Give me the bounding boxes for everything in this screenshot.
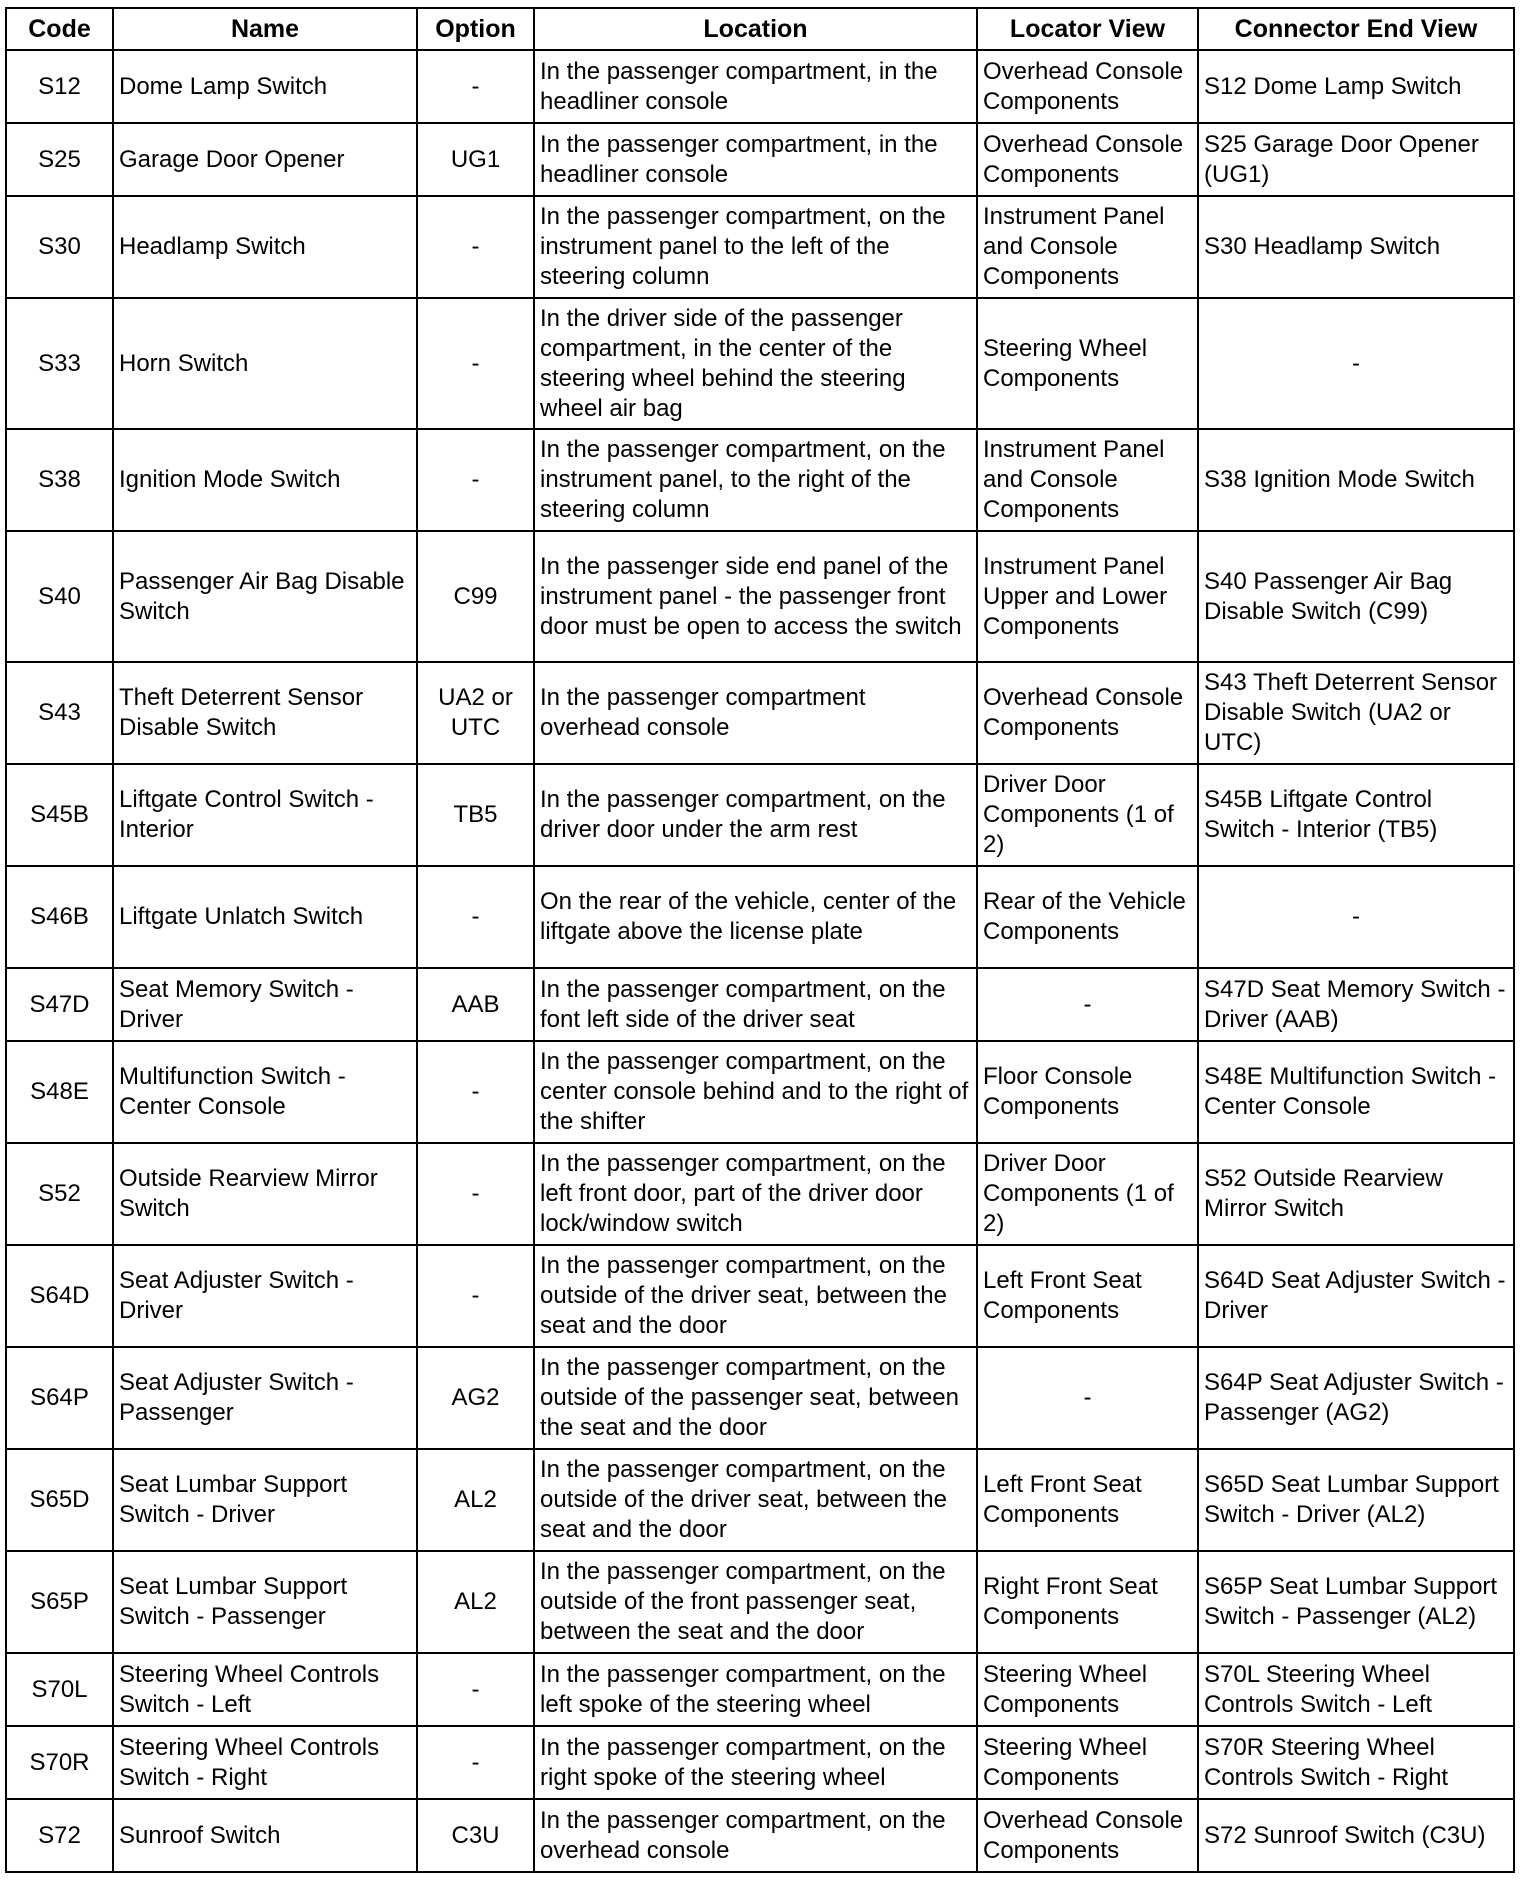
- cell-connector-end-view: -: [1198, 866, 1514, 968]
- cell-locator-view: Steering Wheel Components: [977, 1653, 1198, 1726]
- cell-option: AG2: [417, 1347, 534, 1449]
- cell-location: In the driver side of the passenger compartment, in the center of the steering wheel behind the steering wheel air bag: [534, 298, 977, 429]
- header-location: Location: [534, 8, 977, 50]
- cell-locator-view: Driver Door Components (1 of 2): [977, 1143, 1198, 1245]
- cell-connector-end-view: S25 Garage Door Opener (UG1): [1198, 123, 1514, 196]
- cell-code: S25: [6, 123, 113, 196]
- cell-location: In the passenger compartment, on the font left side of the driver seat: [534, 968, 977, 1041]
- cell-locator-view: Steering Wheel Components: [977, 298, 1198, 429]
- cell-name: Liftgate Control Switch - Interior: [113, 764, 417, 866]
- table-row: [6, 1551, 1514, 1653]
- cell-name: Ignition Mode Switch: [113, 429, 417, 531]
- cell-name: Seat Lumbar Support Switch - Passenger: [113, 1551, 417, 1653]
- component-table-sheet: [5, 7, 1513, 1873]
- cell-location: In the passenger compartment, on the outside of the passenger seat, between the seat and the door: [534, 1347, 977, 1449]
- table-row: [6, 1449, 1514, 1551]
- cell-location: In the passenger side end panel of the instrument panel - the passenger front door must be open to access the switch: [534, 531, 977, 662]
- header-locator-view: Locator View: [977, 8, 1198, 50]
- cell-code: S70R: [6, 1726, 113, 1799]
- table-row: [6, 196, 1514, 298]
- cell-code: S64P: [6, 1347, 113, 1449]
- table-row: [6, 1799, 1514, 1872]
- cell-code: S47D: [6, 968, 113, 1041]
- cell-locator-view: Overhead Console Components: [977, 123, 1198, 196]
- cell-connector-end-view: S30 Headlamp Switch: [1198, 196, 1514, 298]
- header-row: [6, 8, 1514, 50]
- cell-code: S52: [6, 1143, 113, 1245]
- cell-locator-view: -: [977, 1347, 1198, 1449]
- cell-code: S64D: [6, 1245, 113, 1347]
- cell-location: In the passenger compartment, on the left spoke of the steering wheel: [534, 1653, 977, 1726]
- cell-name: Passenger Air Bag Disable Switch: [113, 531, 417, 662]
- header-connector-end-view: Connector End View: [1198, 8, 1514, 50]
- cell-location: In the passenger compartment, on the outside of the front passenger seat, between the seat and the door: [534, 1551, 977, 1653]
- cell-name: Seat Memory Switch - Driver: [113, 968, 417, 1041]
- cell-name: Seat Lumbar Support Switch - Driver: [113, 1449, 417, 1551]
- cell-connector-end-view: S40 Passenger Air Bag Disable Switch (C99): [1198, 531, 1514, 662]
- cell-connector-end-view: S70R Steering Wheel Controls Switch - Right: [1198, 1726, 1514, 1799]
- cell-option: -: [417, 1245, 534, 1347]
- cell-locator-view: Overhead Console Components: [977, 662, 1198, 764]
- cell-code: S65P: [6, 1551, 113, 1653]
- cell-locator-view: Instrument Panel Upper and Lower Components: [977, 531, 1198, 662]
- table-row: [6, 1143, 1514, 1245]
- cell-locator-view: -: [977, 968, 1198, 1041]
- header-name: Name: [113, 8, 417, 50]
- cell-location: In the passenger compartment, on the left front door, part of the driver door lock/window switch: [534, 1143, 977, 1245]
- table-row: [6, 1041, 1514, 1143]
- cell-name: Steering Wheel Controls Switch - Right: [113, 1726, 417, 1799]
- cell-connector-end-view: S43 Theft Deterrent Sensor Disable Switch (UA2 or UTC): [1198, 662, 1514, 764]
- cell-location: In the passenger compartment, on the driver door under the arm rest: [534, 764, 977, 866]
- cell-option: -: [417, 429, 534, 531]
- table-row: [6, 123, 1514, 196]
- cell-option: -: [417, 298, 534, 429]
- cell-name: Garage Door Opener: [113, 123, 417, 196]
- cell-name: Dome Lamp Switch: [113, 50, 417, 123]
- cell-option: AL2: [417, 1551, 534, 1653]
- table-body: [6, 50, 1514, 1872]
- cell-option: -: [417, 1041, 534, 1143]
- cell-connector-end-view: S45B Liftgate Control Switch - Interior (TB5): [1198, 764, 1514, 866]
- cell-code: S30: [6, 196, 113, 298]
- cell-locator-view: Driver Door Components (1 of 2): [977, 764, 1198, 866]
- cell-option: AL2: [417, 1449, 534, 1551]
- cell-location: In the passenger compartment, on the instrument panel, to the right of the steering column: [534, 429, 977, 531]
- cell-connector-end-view: -: [1198, 298, 1514, 429]
- table-row: [6, 1726, 1514, 1799]
- cell-code: S65D: [6, 1449, 113, 1551]
- cell-location: In the passenger compartment, on the right spoke of the steering wheel: [534, 1726, 977, 1799]
- cell-option: -: [417, 196, 534, 298]
- table-row: [6, 662, 1514, 764]
- cell-name: Horn Switch: [113, 298, 417, 429]
- cell-code: S33: [6, 298, 113, 429]
- cell-locator-view: Overhead Console Components: [977, 50, 1198, 123]
- cell-option: AAB: [417, 968, 534, 1041]
- cell-location: In the passenger compartment, in the headliner console: [534, 123, 977, 196]
- cell-code: S38: [6, 429, 113, 531]
- cell-connector-end-view: S65D Seat Lumbar Support Switch - Driver (AL2): [1198, 1449, 1514, 1551]
- cell-name: Outside Rearview Mirror Switch: [113, 1143, 417, 1245]
- cell-name: Sunroof Switch: [113, 1799, 417, 1872]
- cell-locator-view: Left Front Seat Components: [977, 1449, 1198, 1551]
- cell-code: S46B: [6, 866, 113, 968]
- cell-option: C3U: [417, 1799, 534, 1872]
- header-code: Code: [6, 8, 113, 50]
- cell-location: In the passenger compartment overhead console: [534, 662, 977, 764]
- table-row: [6, 429, 1514, 531]
- cell-option: C99: [417, 531, 534, 662]
- cell-code: S48E: [6, 1041, 113, 1143]
- table-row: [6, 531, 1514, 662]
- cell-location: In the passenger compartment, on the center console behind and to the right of the shifter: [534, 1041, 977, 1143]
- cell-option: -: [417, 1653, 534, 1726]
- cell-connector-end-view: S47D Seat Memory Switch - Driver (AAB): [1198, 968, 1514, 1041]
- cell-option: -: [417, 1143, 534, 1245]
- cell-name: Headlamp Switch: [113, 196, 417, 298]
- cell-option: TB5: [417, 764, 534, 866]
- cell-connector-end-view: S38 Ignition Mode Switch: [1198, 429, 1514, 531]
- cell-location: In the passenger compartment, on the instrument panel to the left of the steering column: [534, 196, 977, 298]
- cell-connector-end-view: S64P Seat Adjuster Switch - Passenger (AG2): [1198, 1347, 1514, 1449]
- cell-connector-end-view: S12 Dome Lamp Switch: [1198, 50, 1514, 123]
- cell-name: Steering Wheel Controls Switch - Left: [113, 1653, 417, 1726]
- cell-locator-view: Overhead Console Components: [977, 1799, 1198, 1872]
- cell-option: UG1: [417, 123, 534, 196]
- cell-code: S45B: [6, 764, 113, 866]
- cell-locator-view: Floor Console Components: [977, 1041, 1198, 1143]
- table-row: [6, 968, 1514, 1041]
- cell-code: S72: [6, 1799, 113, 1872]
- cell-name: Liftgate Unlatch Switch: [113, 866, 417, 968]
- cell-connector-end-view: S72 Sunroof Switch (C3U): [1198, 1799, 1514, 1872]
- cell-locator-view: Steering Wheel Components: [977, 1726, 1198, 1799]
- cell-option: -: [417, 866, 534, 968]
- cell-location: In the passenger compartment, on the outside of the driver seat, between the seat and the door: [534, 1245, 977, 1347]
- cell-name: Theft Deterrent Sensor Disable Switch: [113, 662, 417, 764]
- component-locator-table: [5, 7, 1515, 1873]
- cell-location: On the rear of the vehicle, center of the liftgate above the license plate: [534, 866, 977, 968]
- cell-locator-view: Left Front Seat Components: [977, 1245, 1198, 1347]
- cell-connector-end-view: S52 Outside Rearview Mirror Switch: [1198, 1143, 1514, 1245]
- cell-location: In the passenger compartment, on the overhead console: [534, 1799, 977, 1872]
- cell-locator-view: Right Front Seat Components: [977, 1551, 1198, 1653]
- cell-code: S40: [6, 531, 113, 662]
- cell-locator-view: Instrument Panel and Console Components: [977, 429, 1198, 531]
- table-row: [6, 1653, 1514, 1726]
- table-row: [6, 1245, 1514, 1347]
- cell-location: In the passenger compartment, in the headliner console: [534, 50, 977, 123]
- table-row: [6, 50, 1514, 123]
- cell-option: UA2 or UTC: [417, 662, 534, 764]
- cell-name: Multifunction Switch - Center Console: [113, 1041, 417, 1143]
- cell-code: S43: [6, 662, 113, 764]
- table-row: [6, 764, 1514, 866]
- cell-name: Seat Adjuster Switch - Passenger: [113, 1347, 417, 1449]
- cell-connector-end-view: S64D Seat Adjuster Switch - Driver: [1198, 1245, 1514, 1347]
- cell-location: In the passenger compartment, on the outside of the driver seat, between the seat and the door: [534, 1449, 977, 1551]
- cell-connector-end-view: S65P Seat Lumbar Support Switch - Passenger (AL2): [1198, 1551, 1514, 1653]
- table-row: [6, 298, 1514, 429]
- cell-code: S70L: [6, 1653, 113, 1726]
- cell-option: -: [417, 50, 534, 123]
- cell-name: Seat Adjuster Switch - Driver: [113, 1245, 417, 1347]
- cell-connector-end-view: S70L Steering Wheel Controls Switch - Left: [1198, 1653, 1514, 1726]
- table-row: [6, 866, 1514, 968]
- cell-connector-end-view: S48E Multifunction Switch - Center Console: [1198, 1041, 1514, 1143]
- cell-locator-view: Instrument Panel and Console Components: [977, 196, 1198, 298]
- cell-code: S12: [6, 50, 113, 123]
- header-option: Option: [417, 8, 534, 50]
- cell-locator-view: Rear of the Vehicle Components: [977, 866, 1198, 968]
- cell-option: -: [417, 1726, 534, 1799]
- table-row: [6, 1347, 1514, 1449]
